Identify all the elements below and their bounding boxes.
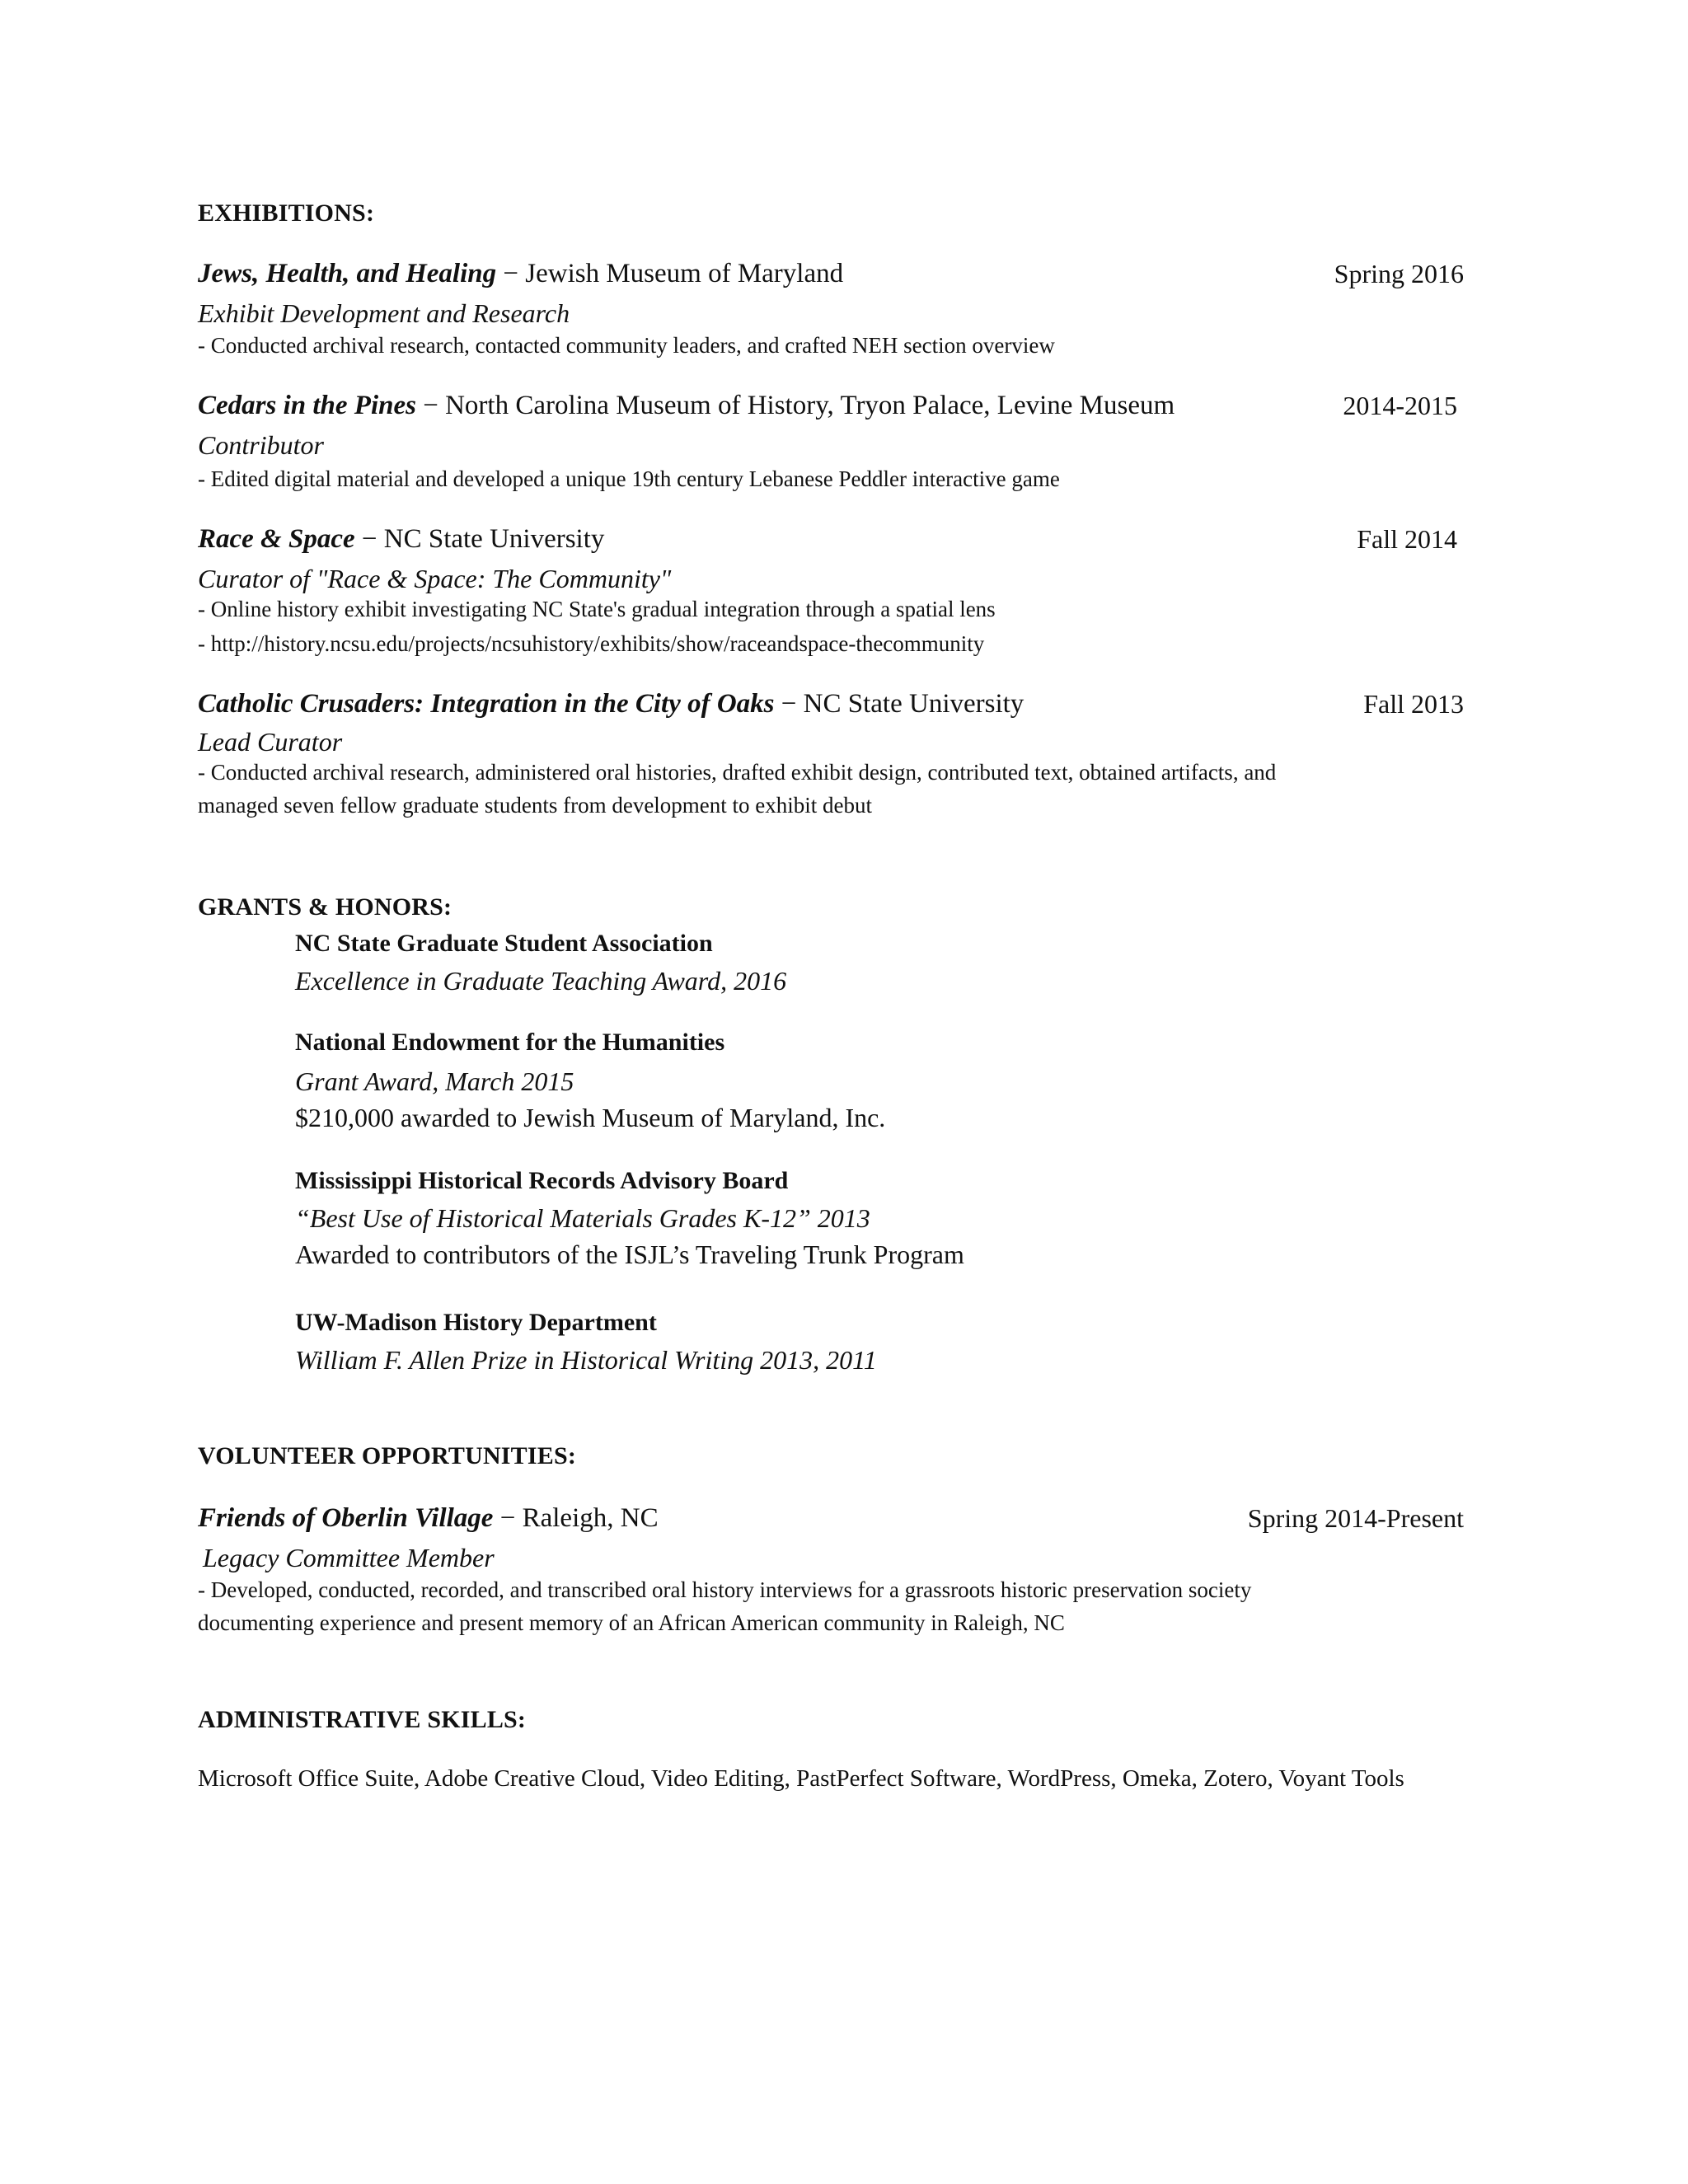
exhibition-3-date: Fall 2014 xyxy=(1357,524,1457,554)
exhibition-3-detail-2: - http://history.ncsu.edu/projects/ncsuhistory/exhibits/show/raceandspace-thecommunity xyxy=(198,631,985,656)
exhibition-4-detail-1: - Conducted archival research, administered oral histories, drafted exhibit design, contributed text, obtained artifacts, and xyxy=(198,760,1277,785)
exhibition-4-role: Lead Curator xyxy=(198,727,343,757)
grants-heading: GRANTS & HONORS: xyxy=(198,893,452,921)
exhibition-3-role: Curator of "Race & Space: The Community" xyxy=(198,564,672,593)
exhibition-2-separator: − xyxy=(415,391,446,420)
exhibition-3-detail-1: - Online history exhibit investigating NC State's gradual integration through a spatial lens xyxy=(198,597,996,621)
exhibition-1-title: Jews, Health, and Healing xyxy=(198,259,497,288)
exhibition-2-title-line xyxy=(198,392,1175,419)
grant-4-org: UW-Madison History Department xyxy=(295,1309,657,1336)
grant-2-org: National Endowment for the Humanities xyxy=(295,1029,725,1056)
volunteer-1-date: Spring 2014-Present xyxy=(1247,1503,1464,1533)
grant-3-note: Awarded to contributors of the ISJL’s Traveling Trunk Program xyxy=(295,1240,964,1269)
exhibition-2-venue: North Carolina Museum of History, Tryon Palace, Levine Museum xyxy=(445,391,1175,420)
volunteer-1-title-line xyxy=(198,1505,659,1532)
volunteer-1-role: Legacy Committee Member xyxy=(203,1543,495,1572)
exhibition-2-date: 2014-2015 xyxy=(1343,391,1457,420)
exhibition-1-role: Exhibit Development and Research xyxy=(198,298,570,328)
exhibition-4-date: Fall 2013 xyxy=(1363,689,1464,719)
exhibition-4-separator: − xyxy=(774,689,804,719)
exhibition-2-detail-1: - Edited digital material and developed a unique 19th century Lebanese Peddler interactive game xyxy=(198,466,1060,491)
volunteer-heading: VOLUNTEER OPPORTUNITIES: xyxy=(198,1442,577,1469)
volunteer-1-separator: − xyxy=(493,1503,523,1533)
volunteer-1-venue: Raleigh, NC xyxy=(522,1503,659,1533)
volunteer-1-detail-1: - Developed, conducted, recorded, and transcribed oral history interviews for a grassroots historic preservation society xyxy=(198,1577,1252,1602)
volunteer-1-title: Friends of Oberlin Village xyxy=(198,1503,494,1533)
grant-2-note: $210,000 awarded to Jewish Museum of Maryland, Inc. xyxy=(295,1103,886,1132)
grant-4-award: William F. Allen Prize in Historical Writing 2013, 2011 xyxy=(295,1345,877,1375)
skills-text: Microsoft Office Suite, Adobe Creative Cloud, Video Editing, PastPerfect Software, WordPress, Omeka, Zotero, Voyant Tools xyxy=(198,1765,1404,1792)
exhibition-3-venue: NC State University xyxy=(383,524,605,554)
exhibition-2-role: Contributor xyxy=(198,430,324,460)
exhibition-1-venue: Jewish Museum of Maryland xyxy=(525,259,844,288)
grant-3-award: “Best Use of Historical Materials Grades K-12” 2013 xyxy=(295,1203,870,1233)
exhibition-4-title: Catholic Crusaders: Integration in the City of Oaks xyxy=(198,689,775,719)
exhibition-3-title-line xyxy=(198,526,604,553)
exhibition-2-title: Cedars in the Pines xyxy=(198,391,416,420)
grant-2-award: Grant Award, March 2015 xyxy=(295,1066,574,1096)
grant-1-org: NC State Graduate Student Association xyxy=(295,930,713,957)
exhibition-1-title-line xyxy=(198,260,843,288)
exhibition-1-separator: − xyxy=(496,259,526,288)
exhibition-4-venue: NC State University xyxy=(803,689,1025,719)
exhibition-3-title: Race & Space xyxy=(198,524,355,554)
exhibition-1-detail-1: - Conducted archival research, contacted community leaders, and crafted NEH section overview xyxy=(198,333,1055,358)
volunteer-1-detail-2: documenting experience and present memory of an African American community in Raleigh, NC xyxy=(198,1610,1065,1635)
exhibition-4-title-line xyxy=(198,691,1024,718)
exhibition-3-separator: − xyxy=(354,524,384,554)
exhibition-1-date: Spring 2016 xyxy=(1334,259,1464,288)
grant-1-award: Excellence in Graduate Teaching Award, 2016 xyxy=(295,966,787,996)
grant-3-org: Mississippi Historical Records Advisory Board xyxy=(295,1167,789,1194)
exhibitions-heading: EXHIBITIONS: xyxy=(198,199,375,227)
exhibition-4-detail-2: managed seven fellow graduate students from development to exhibit debut xyxy=(198,793,873,818)
skills-heading: ADMINISTRATIVE SKILLS: xyxy=(198,1706,527,1733)
